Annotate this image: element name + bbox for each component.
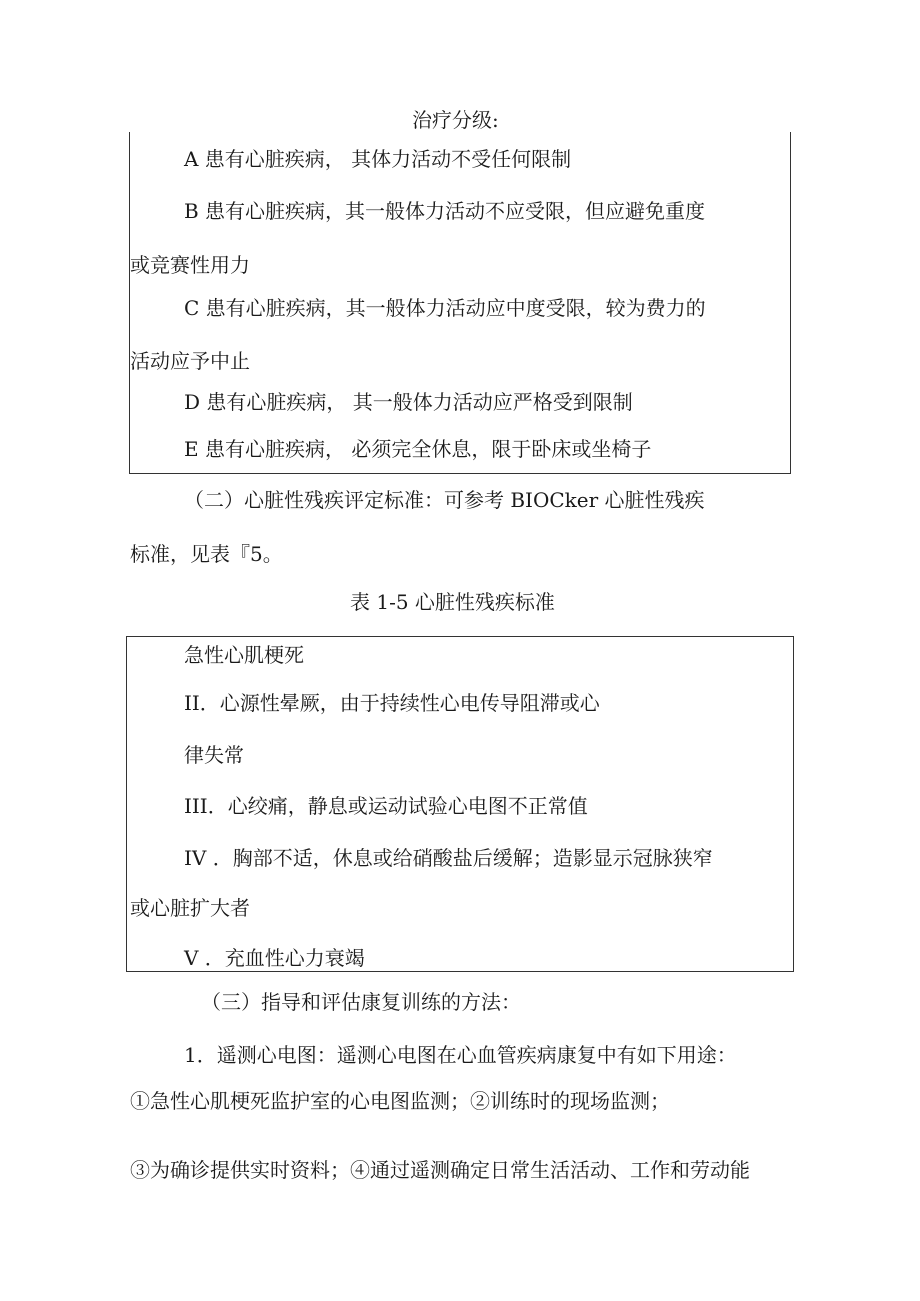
table-caption: 表 1-5 心脏性残疾标准	[350, 590, 555, 614]
treatment-heading: 治疗分级:	[412, 108, 499, 132]
grade-d: D 患有心脏疾病， 其一般体力活动应严格受到限制	[184, 390, 633, 414]
grade-a: A 患有心脏疾病， 其体力活动不受任何限制	[184, 147, 572, 171]
table-item-v: V ．充血性心力衰竭	[184, 946, 365, 970]
section3-p1-line1: 1．遥测心电图：遥测心电图在心血管疾病康复中有如下用途：	[184, 1043, 737, 1067]
section2-line2: 标准，见表『5。	[130, 542, 283, 566]
table-item-ii-line1: II．心源性晕厥，由于持续性心电传导阻滞或心	[184, 691, 600, 715]
table-item-i: 急性心肌梗死	[184, 643, 304, 667]
section3-heading: （三）指导和评估康复训练的方法：	[201, 990, 521, 1014]
section3-p1-line2: ①急性心肌梗死监护室的心电图监测；②训练时的现场监测；	[130, 1089, 670, 1113]
grade-c-line2: 活动应予中止	[130, 349, 250, 373]
grade-b-line2: 或竞赛性用力	[130, 253, 250, 277]
table-item-iii: III．心绞痛，静息或运动试验心电图不正常值	[184, 794, 588, 818]
section3-p1-line3: ③为确诊提供实时资料；④通过遥测确定日常生活活动、工作和劳动能	[130, 1158, 750, 1182]
table-item-iv-line1: IV ．胸部不适，休息或给硝酸盐后缓解；造影显示冠脉狭窄	[184, 846, 713, 870]
table-item-iv-line2: 或心脏扩大者	[130, 896, 250, 920]
grade-b-line1: B 患有心脏疾病，其一般体力活动不应受限，但应避免重度	[184, 199, 706, 223]
section2-line1: （二）心脏性残疾评定标准：可参考 BIOCker 心脏性残疾	[184, 488, 705, 512]
table-item-ii-line2: 律失常	[184, 743, 244, 767]
grade-c-line1: C 患有心脏疾病，其一般体力活动应中度受限，较为费力的	[184, 296, 706, 320]
grade-e: E 患有心脏疾病， 必须完全休息，限于卧床或坐椅子	[184, 437, 652, 461]
